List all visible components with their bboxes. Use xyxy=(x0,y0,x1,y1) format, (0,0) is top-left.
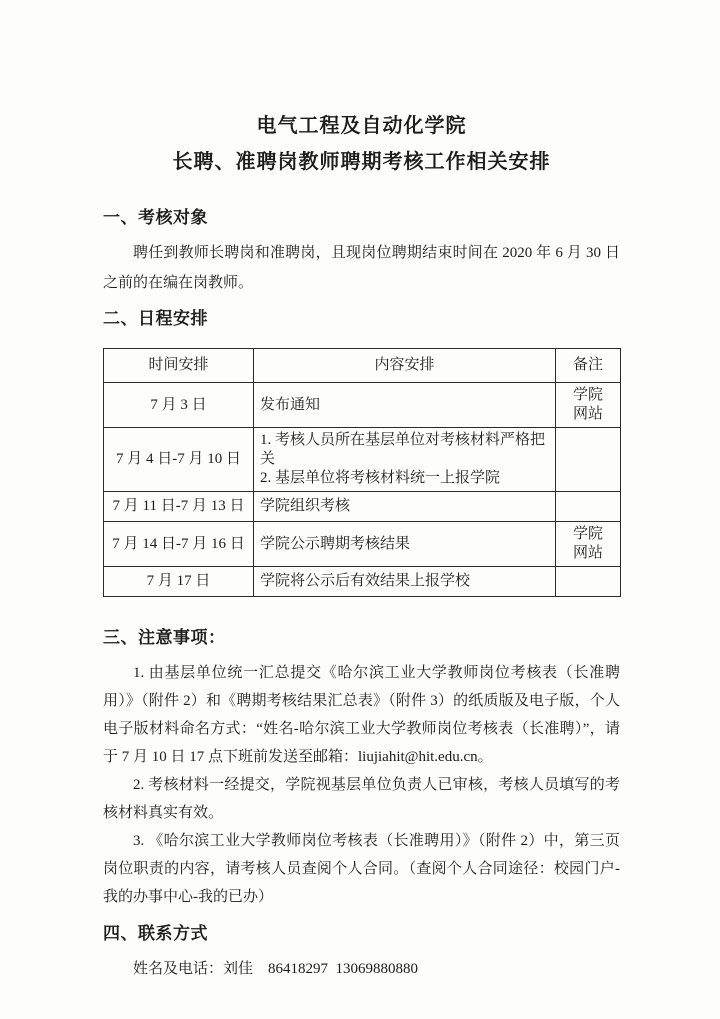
row5-content: 学院将公示后有效结果上报学校 xyxy=(254,567,556,597)
row2-content xyxy=(254,428,556,492)
table-row xyxy=(104,492,621,522)
contact-line: 姓名及电话：刘佳 86418297 13069880880 xyxy=(133,961,419,977)
row3-note xyxy=(556,492,621,522)
row4-content: 学院公示聘期考核结果 xyxy=(254,522,556,567)
notes-block xyxy=(103,659,620,911)
document-title-line1: 电气工程及自动化学院 xyxy=(256,113,467,137)
table-header-row xyxy=(104,349,621,383)
row2-content-line2: 2. 基层单位将考核材料统一上报学院 xyxy=(260,470,501,486)
table-row xyxy=(104,383,621,428)
row1-note xyxy=(556,383,621,428)
row3-time: 7 月 11 日-7 月 13 日 xyxy=(104,492,254,522)
section1-heading: 一、考核对象 xyxy=(103,208,208,228)
row2-note xyxy=(556,428,621,492)
header-note: 备注 xyxy=(556,349,621,383)
header-content: 内容安排 xyxy=(254,349,556,383)
row2-content-line1: 1. 考核人员所在基层单位对考核材料严格把关 xyxy=(260,432,546,467)
document-title-line2: 长聘、准聘岗教师聘期考核工作相关安排 xyxy=(172,149,551,173)
section4-heading: 四、联系方式 xyxy=(103,924,208,944)
row1-note-line1: 学院 xyxy=(572,387,603,403)
section1-paragraph: 聘任到教师长聘岗和准聘岗，且现岗位聘期结束时间在 2020 年 6 月 30 日之前的在编在岗教师。 xyxy=(103,245,620,291)
section2-heading: 二、日程安排 xyxy=(103,309,208,329)
row2-time: 7 月 4 日-7 月 10 日 xyxy=(104,428,254,492)
row4-time: 7 月 14 日-7 月 16 日 xyxy=(104,522,254,567)
row3-content: 学院组织考核 xyxy=(254,492,556,522)
schedule-table xyxy=(103,348,621,597)
section3-heading: 三、注意事项： xyxy=(103,628,226,648)
row5-time: 7 月 17 日 xyxy=(104,567,254,597)
row4-note xyxy=(556,522,621,567)
row1-note-line2: 网站 xyxy=(572,406,603,422)
row4-note-line2: 网站 xyxy=(572,545,603,561)
table-row xyxy=(104,567,621,597)
row4-note-line1: 学院 xyxy=(572,526,603,542)
note-item-3: 3. 《哈尔滨工业大学教师岗位考核表（长准聘用）》（附件 2）中，第三页岗位职责的内容，请考核人员查阅个人合同。（查阅个人合同途径：校园门户-我的办事中心-我的已办） xyxy=(103,833,620,905)
note-item-2: 2. 考核材料一经提交，学院视基层单位负责人已审核，考核人员填写的考核材料真实有效。 xyxy=(103,777,620,821)
row5-note xyxy=(556,567,621,597)
table-row xyxy=(104,428,621,492)
row1-time: 7 月 3 日 xyxy=(104,383,254,428)
header-time: 时间安排 xyxy=(104,349,254,383)
row1-content: 发布通知 xyxy=(254,383,556,428)
note-item-1: 1. 由基层单位统一汇总提交《哈尔滨工业大学教师岗位考核表（长准聘用）》（附件 2）和《聘期考核结果汇总表》（附件 3）的纸质版及电子版，个人电子版材料命名方式：“姓名-哈尔滨工业大学教师岗位考核表（长准聘）”，请于 7 月 10 日 17 点下班前发送至邮箱：liujiahit@hit.edu.cn。 xyxy=(103,665,620,765)
table-row xyxy=(104,522,621,567)
